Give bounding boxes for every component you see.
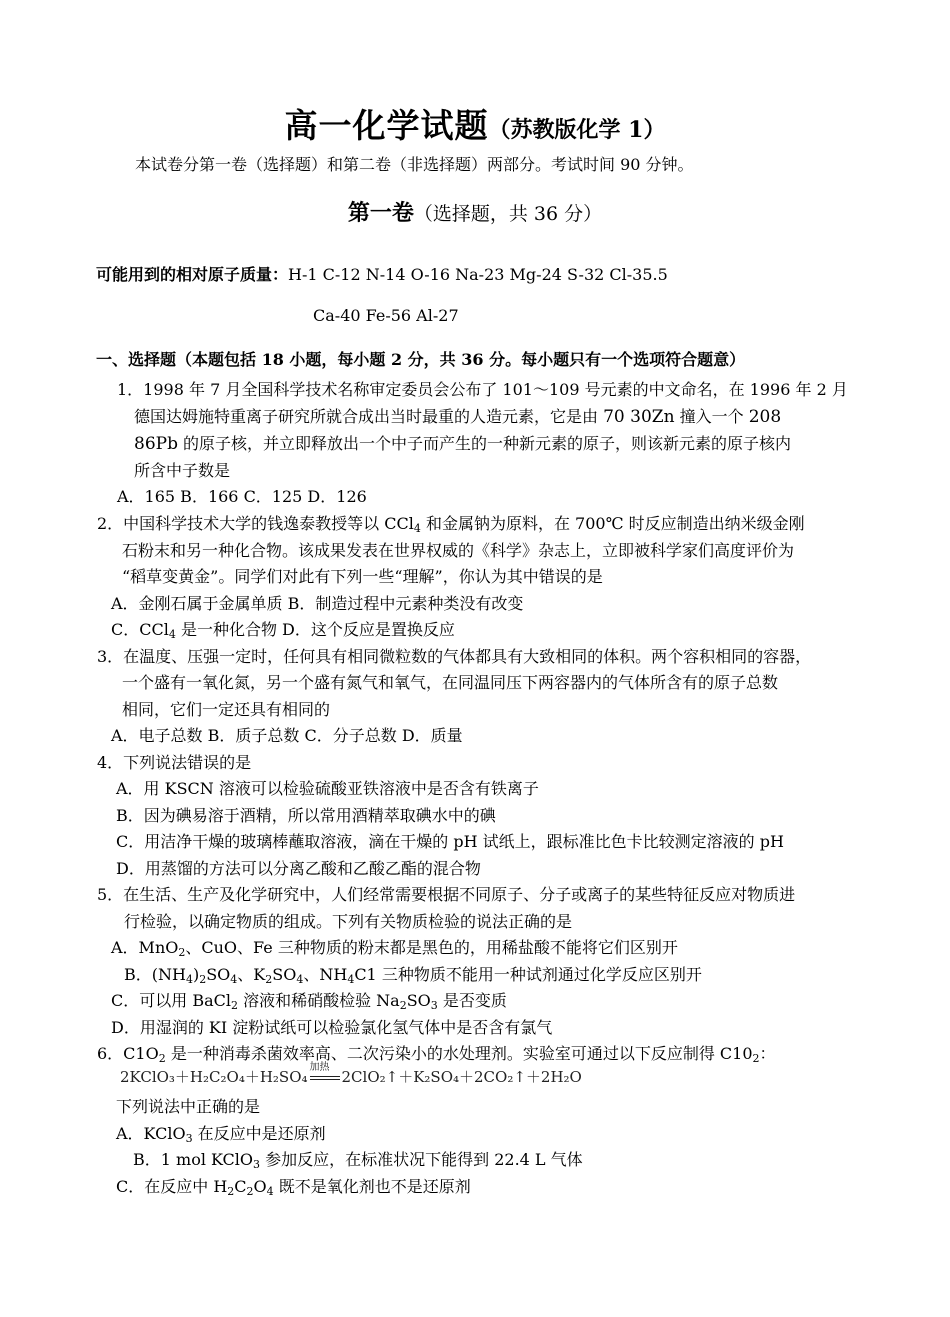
q1-line3 bbox=[134, 431, 791, 454]
q5-line1: 5．在生活、生产及化学研究中，人们经常需要根据不同原子、分子或离子的某些特征反应对物质进 bbox=[97, 885, 796, 904]
q6-l1-s2: 2 bbox=[752, 1052, 760, 1065]
q2-opt-c-sub: 4 bbox=[168, 628, 176, 641]
q6-c-1: C．在反应中 H bbox=[116, 1177, 228, 1196]
q1-nuclide-pb: 86Pb bbox=[134, 434, 178, 454]
intro-text: 本试卷分第一卷（选择题）和第二卷（非选择题）两部分。考试时间 90 分钟。 bbox=[135, 155, 694, 174]
q2-line1 bbox=[97, 511, 805, 534]
q2-opt-c-b: 是一种化合物 D．这个反应是置换反应 bbox=[175, 620, 455, 639]
q4-option-a: A．用 KSCN 溶液可以检验硫酸亚铁溶液中是否含有铁离子 bbox=[116, 779, 539, 798]
q5-option-a bbox=[111, 935, 678, 958]
q2-sub: 4 bbox=[413, 522, 421, 535]
q6-c-s2: 2 bbox=[246, 1185, 254, 1198]
atomic-mass-values1: H-1 C-12 N-14 O-16 Na-23 Mg-24 S-32 Cl-35.5 bbox=[288, 265, 668, 284]
q5-b-s5: 4 bbox=[296, 973, 304, 986]
q5-c-s3: 3 bbox=[430, 999, 438, 1012]
q2-line3: “稻草变黄金”。同学们对此有下列一些“理解”，你认为其中错误的是 bbox=[122, 567, 603, 586]
q3-line3: 相同，它们一定还具有相同的 bbox=[122, 700, 331, 719]
q6-a-1: A．KClO bbox=[116, 1124, 186, 1143]
q5-c-2: 溶液和稀硝酸检验 Na bbox=[238, 991, 400, 1010]
q2-line1-a: 2．中国科学技术大学的钱逸泰教授等以 CCl bbox=[97, 514, 414, 533]
q4-option-d: D．用蒸馏的方法可以分离乙酸和乙酸乙酯的混合物 bbox=[116, 859, 481, 878]
q1-line2-a: 德国达姆施特重离子研究所就合成出当时最重的人造元素，它是由 bbox=[134, 407, 604, 426]
equation-products: 2ClO₂↑＋K₂SO₄＋2CO₂↑＋2H₂O bbox=[341, 1068, 582, 1086]
section-heading: 一、选择题（本题包括 18 小题，每小题 2 分，共 36 分。每小题只有一个选项符合题意） bbox=[96, 350, 746, 369]
atomic-mass-label: 可能用到的相对原子质量： bbox=[96, 265, 289, 284]
q2-option-cd bbox=[111, 617, 455, 640]
q2-option-ab: A．金刚石属于金属单质 B．制造过程中元素种类没有改变 bbox=[111, 594, 524, 613]
q4-line1: 4．下列说法错误的是 bbox=[97, 753, 252, 772]
q3-options: A．电子总数 B．质子总数 C．分子总数 D．质量 bbox=[111, 726, 463, 745]
volume-heading bbox=[0, 196, 950, 227]
q2-line1-b: 和金属钠为原料，在 700 bbox=[420, 514, 606, 533]
q6-c-2: C bbox=[234, 1177, 247, 1196]
q6-line2: 下列说法中正确的是 bbox=[116, 1097, 261, 1116]
q5-a-1: A．MnO bbox=[111, 938, 179, 957]
q5-b-s3: 4 bbox=[230, 973, 238, 986]
q5-a-sub: 2 bbox=[178, 946, 186, 959]
q1-nuclide-pb-mass: 208 bbox=[748, 407, 782, 427]
q2-line1-c: ℃ 时反应制造出纳米级金刚 bbox=[605, 514, 805, 533]
q6-l1-c: ： bbox=[759, 1044, 776, 1063]
q5-b-4: 、K bbox=[237, 965, 266, 984]
title-main: 高一化学试题 bbox=[284, 106, 489, 145]
atomic-mass-line1 bbox=[96, 262, 668, 285]
q6-l1-s: 2 bbox=[158, 1052, 166, 1065]
title-sub: （苏教版化学 1） bbox=[488, 117, 666, 143]
atomic-mass-line2: Ca-40 Fe-56 Al-27 bbox=[313, 306, 459, 325]
q5-b-3: SO bbox=[206, 965, 231, 984]
q2-opt-c-a: C．CCl bbox=[111, 620, 169, 639]
equation-arrow bbox=[308, 1062, 342, 1086]
q6-line1 bbox=[97, 1041, 776, 1064]
q5-option-c bbox=[111, 988, 507, 1011]
q6-b-2: 参加反应，在标准状况下能得到 22.4 L 气体 bbox=[260, 1150, 583, 1169]
q6-c-s3: 4 bbox=[266, 1185, 274, 1198]
q5-a-2: 、CuO、Fe 三种物质的粉末都是黑色的，用稀盐酸不能将它们区别开 bbox=[185, 938, 678, 957]
q6-c-s1: 2 bbox=[227, 1185, 235, 1198]
q5-c-s1: 2 bbox=[231, 999, 238, 1012]
q5-c-3: SO bbox=[406, 991, 431, 1010]
q5-b-s4: 2 bbox=[265, 973, 273, 986]
q2-line2: 石粉末和另一种化合物。该成果发表在世界权威的《科学》杂志上，立即被科学家们高度评价为 bbox=[122, 541, 795, 560]
q5-b-5: SO bbox=[272, 965, 297, 984]
equation-reactants: 2KClO₃＋H₂C₂O₄＋H₂SO₄ bbox=[120, 1068, 308, 1086]
q5-c-1: C．可以用 BaCl bbox=[111, 991, 231, 1010]
q6-b-s: 3 bbox=[253, 1158, 261, 1171]
q3-line1: 3．在温度、压强一定时，任何具有相同微粒数的气体都具有大致相同的体积。两个容积相同的容器， bbox=[97, 647, 812, 666]
q5-b-7: C1 三种物质不能用一种试剂通过化学反应区别开 bbox=[354, 965, 702, 984]
q6-equation bbox=[120, 1062, 582, 1087]
q6-c-4: 既不是氧化剂也不是还原剂 bbox=[273, 1177, 471, 1196]
q5-c-s2: 2 bbox=[399, 999, 407, 1012]
q5-b-s6: 4 bbox=[347, 973, 355, 986]
q1-line4: 所含中子数是 bbox=[134, 461, 231, 480]
q6-l1-a: 6．C1O bbox=[97, 1044, 159, 1063]
volume-sub: （选择题，共 36 分） bbox=[413, 203, 603, 225]
q6-a-2: 在反应中是还原剂 bbox=[192, 1124, 326, 1143]
q1-options: A．165 B．166 C．125 D．126 bbox=[117, 487, 367, 506]
q1-line3-b: 的原子核，并立即释放出一个中子而产生的一种新元素的原子，则该新元素的原子核内 bbox=[177, 434, 792, 453]
q1-line2 bbox=[134, 404, 781, 427]
q6-option-a bbox=[116, 1121, 326, 1144]
q4-option-c: C．用洁净干燥的玻璃棒蘸取溶液，滴在干燥的 pH 试纸上，跟标准比色卡比较测定溶液的 pH bbox=[116, 832, 784, 851]
q5-b-2: ) bbox=[192, 965, 200, 984]
equation-condition: 加热 bbox=[309, 1062, 330, 1073]
q5-option-d: D．用湿润的 KI 淀粉试纸可以检验氯化氢气体中是否含有氯气 bbox=[111, 1018, 553, 1037]
q6-option-b bbox=[133, 1147, 583, 1170]
q6-option-c bbox=[116, 1174, 471, 1197]
q1-line2-b: 撞入一个 bbox=[674, 407, 749, 426]
q5-b-s1: 4 bbox=[185, 973, 193, 986]
q5-line2: 行检验，以确定物质的组成。下列有关物质检验的说法正确的是 bbox=[124, 912, 573, 931]
q1-nuclide-zn: 70 30Zn bbox=[603, 407, 675, 427]
q3-line2: 一个盛有一氧化氮，另一个盛有氮气和氧气，在同温同压下两容器内的气体所含有的原子总数 bbox=[122, 673, 779, 692]
q5-b-1: B．(NH bbox=[124, 965, 186, 984]
q5-option-b bbox=[124, 962, 702, 985]
q4-option-b: B．因为碘易溶于酒精，所以常用酒精萃取碘水中的碘 bbox=[116, 806, 496, 825]
q1-line1: 1．1998 年 7 月全国科学技术名称审定委员会公布了 101～109 号元素的中文命名，在 1996 年 2 月 bbox=[117, 380, 848, 399]
q6-l1-b: 是一种消毒杀菌效率高、二次污染小的水处理剂。实验室可通过以下反应制得 C10 bbox=[165, 1044, 753, 1063]
page-title bbox=[0, 100, 950, 147]
q5-c-4: 是否变质 bbox=[437, 991, 507, 1010]
q5-b-6: 、NH bbox=[303, 965, 348, 984]
equals-sign bbox=[310, 1076, 340, 1080]
q6-a-s: 3 bbox=[185, 1132, 193, 1145]
q5-b-s2: 2 bbox=[199, 973, 207, 986]
volume-main: 第一卷 bbox=[347, 200, 414, 226]
q6-b-1: B．1 mol KClO bbox=[133, 1150, 254, 1169]
q6-c-3: O bbox=[253, 1177, 267, 1196]
